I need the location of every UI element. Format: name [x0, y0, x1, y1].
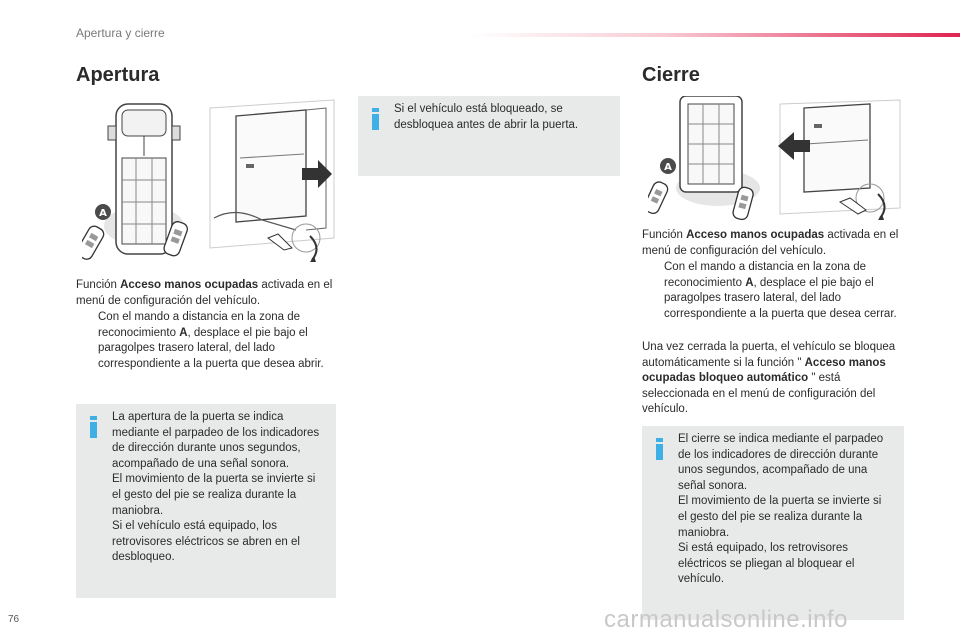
apertura-intro-paragraph: Función Acceso manos ocupadas activada en el menú de configuración del vehículo.: [76, 279, 333, 307]
info-icon: [655, 438, 664, 460]
cierre-info-box: [642, 426, 904, 620]
apertura-heading: Apertura: [76, 64, 160, 86]
cierre-autolock-paragraph: Una vez cerrada la puerta, el vehículo se bloquea automáticamente si la función " Acceso manos ocupadas bloqueo automático " está seleccionada en el menú de configuración del vehículo.: [642, 341, 896, 415]
page-number: 76: [8, 614, 20, 625]
apertura-unlock-info-text: Si el vehículo está bloqueado, se desbloquea antes de abrir la puerta.: [394, 103, 579, 131]
info-icon: [371, 108, 380, 130]
header-accent-line: [470, 33, 960, 37]
zone-a-label: A: [99, 208, 107, 219]
watermark-text: carmanualsonline.info: [604, 606, 848, 633]
apertura-info-text: La apertura de la puerta se indica mediante el parpadeo de los indicadores de dirección durante unos segundos, acompañado de una señal sonora. El movimiento de la puerta se invierte si el gesto del pie se realiza durante la maniobra. Si el vehículo está equipado, los retrovisores eléctricos se abren en el desbloqueo.: [112, 411, 320, 564]
cierre-intro-paragraph: Función Acceso manos ocupadas activada en el menú de configuración del vehículo.: [642, 229, 899, 257]
info-icon: [89, 416, 98, 438]
section-header-title: Apertura y cierre: [76, 26, 165, 40]
zone-a-label: A: [664, 162, 672, 173]
cierre-door-close-illustration: [774, 98, 904, 222]
apertura-unlock-info-box: [358, 96, 620, 176]
apertura-step-bullet: Con el mando a distancia en la zona de reconocimiento A, desplace el pie bajo el paragolpes trasero lateral, del lado correspondiente a la puerta que desea abrir.: [76, 310, 334, 372]
apertura-info-box: [76, 404, 336, 598]
apertura-van-topview-illustration: [82, 96, 202, 266]
apertura-door-open-illustration: [206, 98, 338, 266]
bullet-check-icon: [76, 310, 98, 372]
cierre-info-text: El cierre se indica mediante el parpadeo de los indicadores de dirección durante unos segundos, acompañado de una señal sonora. El movimiento de la puerta se invierte si el gesto del pie se realiza durante la maniobra. Si está equipado, los retrovisores eléctricos se pliegan al bloquear el vehículo.: [678, 433, 884, 586]
cierre-step-bullet: Con el mando a distancia en la zona de reconocimiento A, desplace el pie bajo el paragolpes trasero lateral, del lado correspondiente a la puerta que desea cerrar.: [642, 260, 904, 322]
cierre-van-topview-illustration: [648, 96, 770, 224]
cierre-heading: Cierre: [642, 64, 700, 86]
bullet-check-icon: [642, 260, 664, 322]
